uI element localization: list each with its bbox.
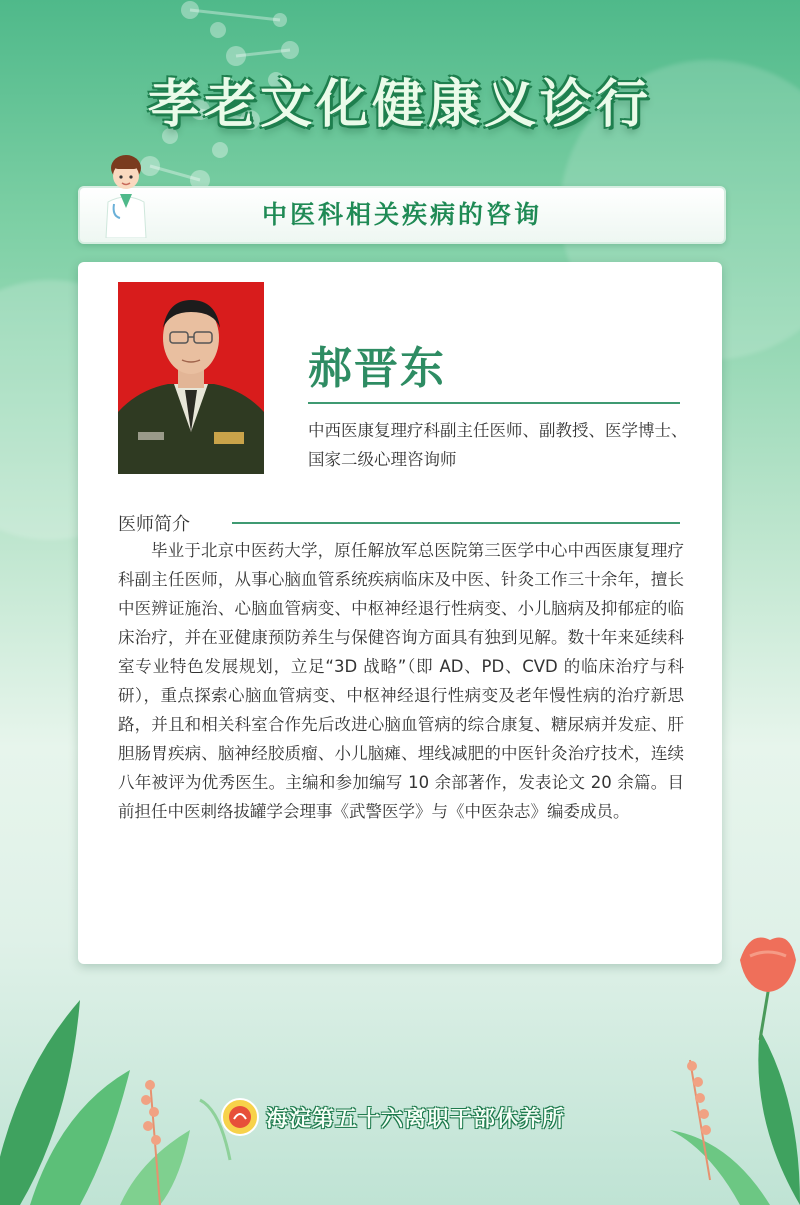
name-divider xyxy=(308,402,680,404)
doctor-portrait xyxy=(118,282,264,474)
subtitle-text: 中医科相关疾病的咨询 xyxy=(261,200,542,229)
doctor-card xyxy=(78,262,722,964)
doctor-bio: 毕业于北京中医药大学，原任解放军总医院第三医学中心中西医康复理疗科副主任医师，从事心脑血管系统疾病临床及中医、针灸工作三十余年，擅长中医辨证施治、心脑血管病变、中枢神经退行性病变、小儿脑病及抑郁症的临床治疗，并在亚健康预防养生与保健咨询方面具有独到见解。数十年来延续科室专业特色发展规划，立足“3D 战略”（即 AD、PD、CVD 的临床治疗与科研），重点探索心脑血管病变、中枢神经退行性病变及老年慢性病的治疗新思路，并且和相关科室合作先后改进心脑血管病的综合康复、糖尿病并发症、肝胆肠胃疾病、脑神经胶质瘤、小儿脑瘫、埋线减肥的中医针灸治疗技术，连续八年被评为优秀医生。主编和参加编写 10 余部著作，发表论文 20 余篇。目前担任中医刺络拔罐学会理事《武警医学》与《中医杂志》编委成员。 xyxy=(118,541,684,821)
flower-decoration-right xyxy=(600,920,800,1205)
doctor-titles: 中西医康复理疗科副主任医师、副教授、医学博士、国家二级心理咨询师 xyxy=(308,421,688,469)
leaves-decoration-left xyxy=(0,960,290,1205)
subtitle-banner xyxy=(78,186,726,244)
doctor-photo xyxy=(118,282,264,474)
doctor-cartoon-icon xyxy=(98,152,154,238)
organization-name: 海淀第五十六离职干部休养所 xyxy=(266,1107,566,1132)
main-title: 孝老文化健康义诊行 xyxy=(147,75,652,135)
doctor-name: 郝晋东 xyxy=(308,343,446,394)
intro-label: 医师简介 xyxy=(118,514,190,535)
organization-logo-icon xyxy=(220,1097,260,1137)
intro-divider xyxy=(232,522,680,524)
